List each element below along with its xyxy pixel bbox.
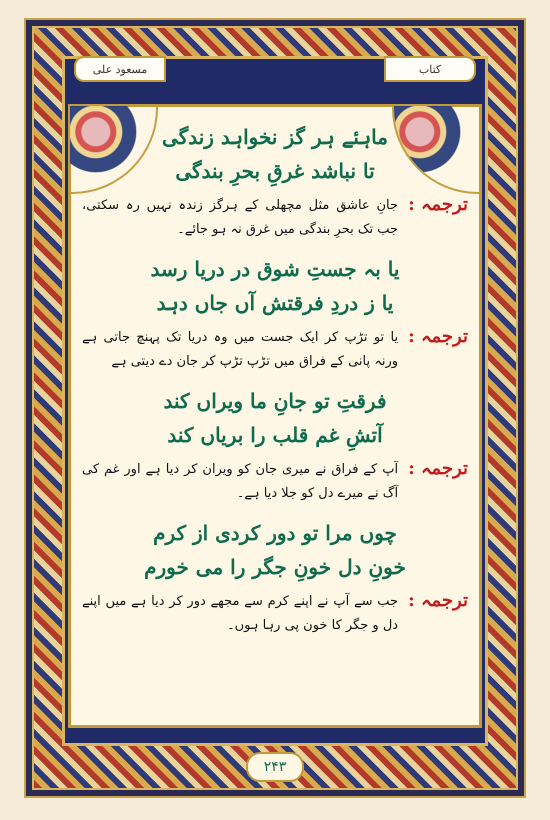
translation-label: ترجمہ :	[408, 194, 468, 215]
section	[82, 384, 468, 506]
section	[82, 252, 468, 374]
verse-line: یا ز دردِ فرقتش آں جاں دہد	[156, 291, 394, 315]
verse-line: یا بہ جستِ شوق در دریا رسد	[150, 257, 400, 281]
translation-label: ترجمہ :	[408, 458, 468, 479]
translation-row	[82, 458, 468, 506]
translation-text: یا تو تڑپ کر ایک جست میں وہ دریا تک پہنچ جاتی ہے ورنہ پانی کے فراق میں تڑپ تڑپ کر جان دے دیتی ہے	[82, 330, 399, 369]
translation-label: ترجمہ :	[408, 590, 468, 611]
header-label-left: مسعود علی	[74, 56, 166, 82]
translation-text: آپ کے فراق نے میری جان کو ویران کر دیا ہے اور غم کی آگ نے میرے دل کو جلا دیا ہے۔	[82, 462, 399, 501]
verse-line: آتشِ غم قلب را بریاں کند	[167, 423, 383, 447]
page-number: ۲۴۳	[246, 752, 304, 782]
translation-text: جانِ عاشق مثل مچھلی کے ہرگز زندہ نہیں رہ سکتی، جب تک بحرِ بندگی میں غرق نہ ہو جائے۔	[82, 198, 399, 237]
translation-row	[82, 326, 468, 374]
verse-line: فرقتِ تو جانِ ما ویراں کند	[163, 389, 387, 413]
section	[82, 516, 468, 638]
verse-line: خونِ دل خونِ جگر را می خورم	[144, 555, 406, 579]
verse-line: چوں مرا تو دور کردی از کرم	[153, 521, 397, 545]
translation-label: ترجمہ :	[408, 326, 468, 347]
section	[82, 120, 468, 242]
verse-line: ماہئے ہر گز نخواہد زندگی	[162, 125, 388, 149]
content	[82, 120, 468, 720]
translation-row	[82, 194, 468, 242]
translation-row	[82, 590, 468, 638]
header-label-right: کتاب	[384, 56, 476, 82]
translation-text: جب سے آپ نے اپنے کرم سے مجھے دور کر دیا ہے میں اپنے دل و جگر کا خون پی رہا ہوں۔	[82, 594, 399, 633]
verse-line: تا نباشد غرقِ بحرِ بندگی	[175, 159, 375, 183]
